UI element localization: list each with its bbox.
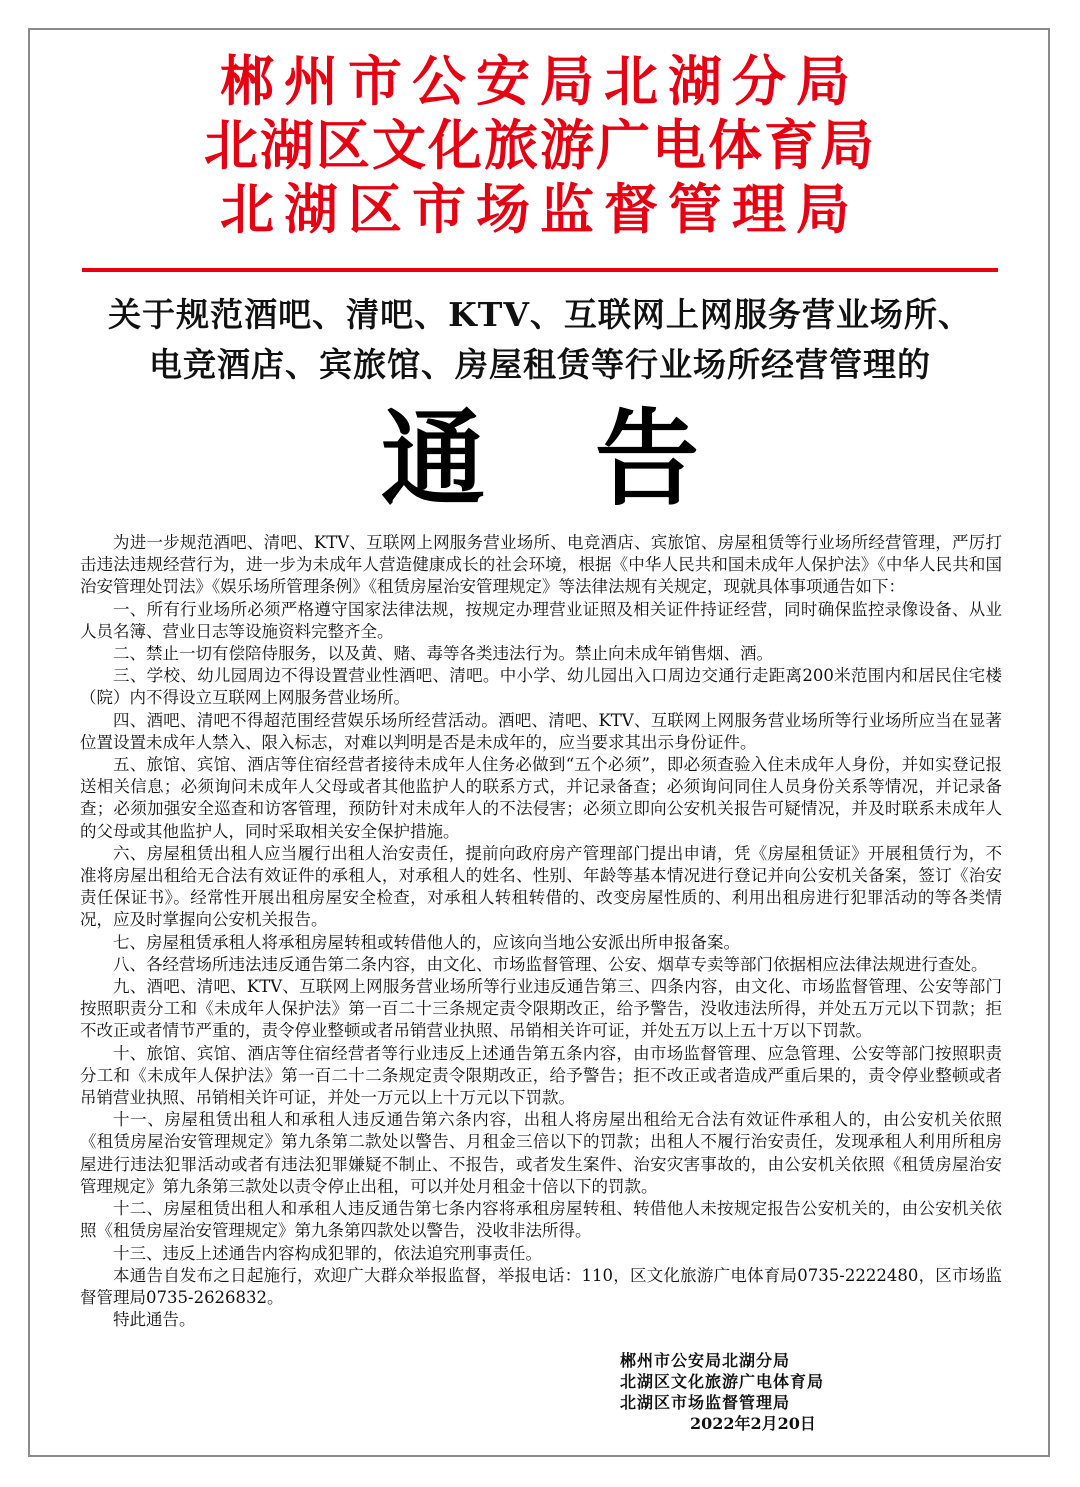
document-title: 通告 [380, 397, 809, 520]
subject-line-1: 关于规范酒吧、清吧、KTV、互联网上网服务营业场所、 [108, 295, 972, 334]
body-paragraph-9: 九、酒吧、清吧、KTV、互联网上网服务营业场所等行业违反通告第三、四条内容，由文化、市场监督管理、公安等部门按照职责分工和《未成年人保护法》第一百二十三条规定责令限期改正，给予警告，没收违法所得，并处五万元以下罚款；拒不改正或者情节严重的，责令停业整顿或者吊销营业执照、吊销相关许可证，并处五万以上五十万以下罚款。 [80, 977, 1002, 1041]
signature-block [620, 1350, 880, 1434]
notice-body [80, 532, 1002, 1331]
signature-agency-market-supervision: 北湖区市场监督管理局 [620, 1393, 791, 1412]
header-divider [82, 268, 998, 272]
body-paragraph-8: 八、各经营场所违法违反通告第二条内容，由文化、市场监督管理、公安、烟草专卖等部门依据相应法律法规进行查处。 [113, 954, 988, 974]
signature-agency-culture-tourism: 北湖区文化旅游广电体育局 [620, 1372, 825, 1391]
body-paragraph-11: 十一、房屋租赁出租人和承租人违反通告第六条内容，出租人将房屋出租给无合法有效证件承租人的，由公安机关依照《租赁房屋治安管理规定》第九条第二款处以警告、月租金三倍以下的罚款；出租人不履行治安责任，发现承租人利用所租房屋进行违法犯罪活动或者有违法犯罪嫌疑不制止、不报告，或者发生案件、治安灾害事故的，由公安机关依照《租赁房屋治安管理规定》第九条第三款处以责令停止出租，可以并处月租金十倍以下的罚款。 [80, 1110, 1002, 1196]
signature-agency-police: 郴州市公安局北湖分局 [620, 1351, 791, 1370]
body-paragraph-intro: 为进一步规范酒吧、清吧、KTV、互联网上网服务营业场所、电竞酒店、宾旅馆、房屋租赁等行业场所经营管理，严厉打击违法违规经营行为，进一步为未成年人营造健康成长的社会环境，根据《中华人民共和国未成年人保护法》《中华人民共和国治安管理处罚法》《娱乐场所管理条例》《租赁房屋治安管理规定》等法律法规有关规定，现就具体事项通告如下： [80, 533, 1002, 597]
body-paragraph-closing: 特此通告。 [113, 1310, 196, 1330]
body-paragraph-4: 四、酒吧、清吧不得超范围经营娱乐场所经营活动。酒吧、清吧、KTV、互联网上网服务营业场所等行业场所应当在显著位置设置未成年人禁入、限入标志，对难以判明是否是未成年的，应当要求其出示身份证件。 [80, 710, 1002, 752]
body-paragraph-13: 十三、违反上述通告内容构成犯罪的，依法追究刑事责任。 [113, 1243, 542, 1263]
body-paragraph-1: 一、所有行业场所必须严格遵守国家法律法规，按规定办理营业证照及相关证件持证经营，同时确保监控录像设备、从业人员名簿、营业日志等设施资料完整齐全。 [80, 599, 1002, 641]
body-paragraph-6: 六、房屋租赁出租人应当履行出租人治安责任，提前向政府房产管理部门提出申请，凭《房屋租赁证》开展租赁行为，不准将房屋出租给无合法有效证件的承租人，对承租人的姓名、性别、年龄等基本情况进行登记并向公安机关备案，签订《治安责任保证书》。经常性开展出租房屋安全检查，对承租人转租转借的、改变房屋性质的、利用出租房进行犯罪活动的等各类情况，应及时掌握向公安机关报告。 [80, 843, 1002, 930]
body-paragraph-5: 五、旅馆、宾馆、酒店等住宿经营者接待未成年人住务必做到“五个必须”，即必须查验入住未成年人身份，并如实登记报送相关信息；必须询问未成年人父母或者其他监护人的联系方式，并记录备查；必须询问同住人员身份关系等情况，并记录备查；必须加强安全巡查和访客管理，预防针对未成年人的不法侵害；必须立即向公安机关报告可疑情况，并及时联系未成年人的父母或其他监护人，同时采取相关安全保护措施。 [80, 755, 1002, 841]
body-paragraph-7: 七、房屋租赁承租人将承租房屋转租或转借他人的，应该向当地公安派出所申报备案。 [113, 932, 740, 952]
issuing-agencies-header [0, 50, 1080, 242]
signature-date: 2022年2月20日 [690, 1414, 816, 1433]
agency-name-culture-tourism: 北湖区文化旅游广电体育局 [204, 114, 876, 177]
body-paragraph-10: 十、旅馆、宾馆、酒店等住宿经营者等行业违反上述通告第五条内容，由市场监督管理、应急管理、公安等部门按照职责分工和《未成年人保护法》第一百二十二条规定责令限期改正，给予警告；拒不改正或者造成严重后果的，责令停业整顿或者吊销营业执照、吊销相关许可证，并处一万元以上十万元以下罚款。 [80, 1043, 1002, 1108]
body-paragraph-3: 三、学校、幼儿园周边不得设置营业性酒吧、清吧。中小学、幼儿园出入口周边交通行走距离200米范围内和居民住宅楼（院）内不得设立互联网上网服务营业场所。 [80, 666, 1002, 708]
notice-subject [0, 290, 1080, 390]
body-paragraph-12: 十二、房屋租赁出租人和承租人违反通告第七条内容将承租房屋转租、转借他人未按规定报告公安机关的，由公安机关依照《租赁房屋治安管理规定》第九条第四款处以警告，没收非法所得。 [80, 1199, 1002, 1241]
body-paragraph-contact: 本通告自发布之日起施行，欢迎广大群众举报监督，举报电话：110，区文化旅游广电体育局0735-2222480，区市场监督管理局0735-2626832。 [80, 1265, 1002, 1307]
agency-name-market-supervision: 北湖区市场监督管理局 [220, 178, 860, 241]
body-paragraph-2: 二、禁止一切有偿陪侍服务，以及黄、赌、毒等各类违法行为。禁止向未成年销售烟、酒。 [113, 644, 773, 664]
agency-name-police: 郴州市公安局北湖分局 [220, 50, 860, 113]
subject-line-2: 电竞酒店、宾旅馆、房屋租赁等行业场所经营管理的 [149, 345, 931, 384]
